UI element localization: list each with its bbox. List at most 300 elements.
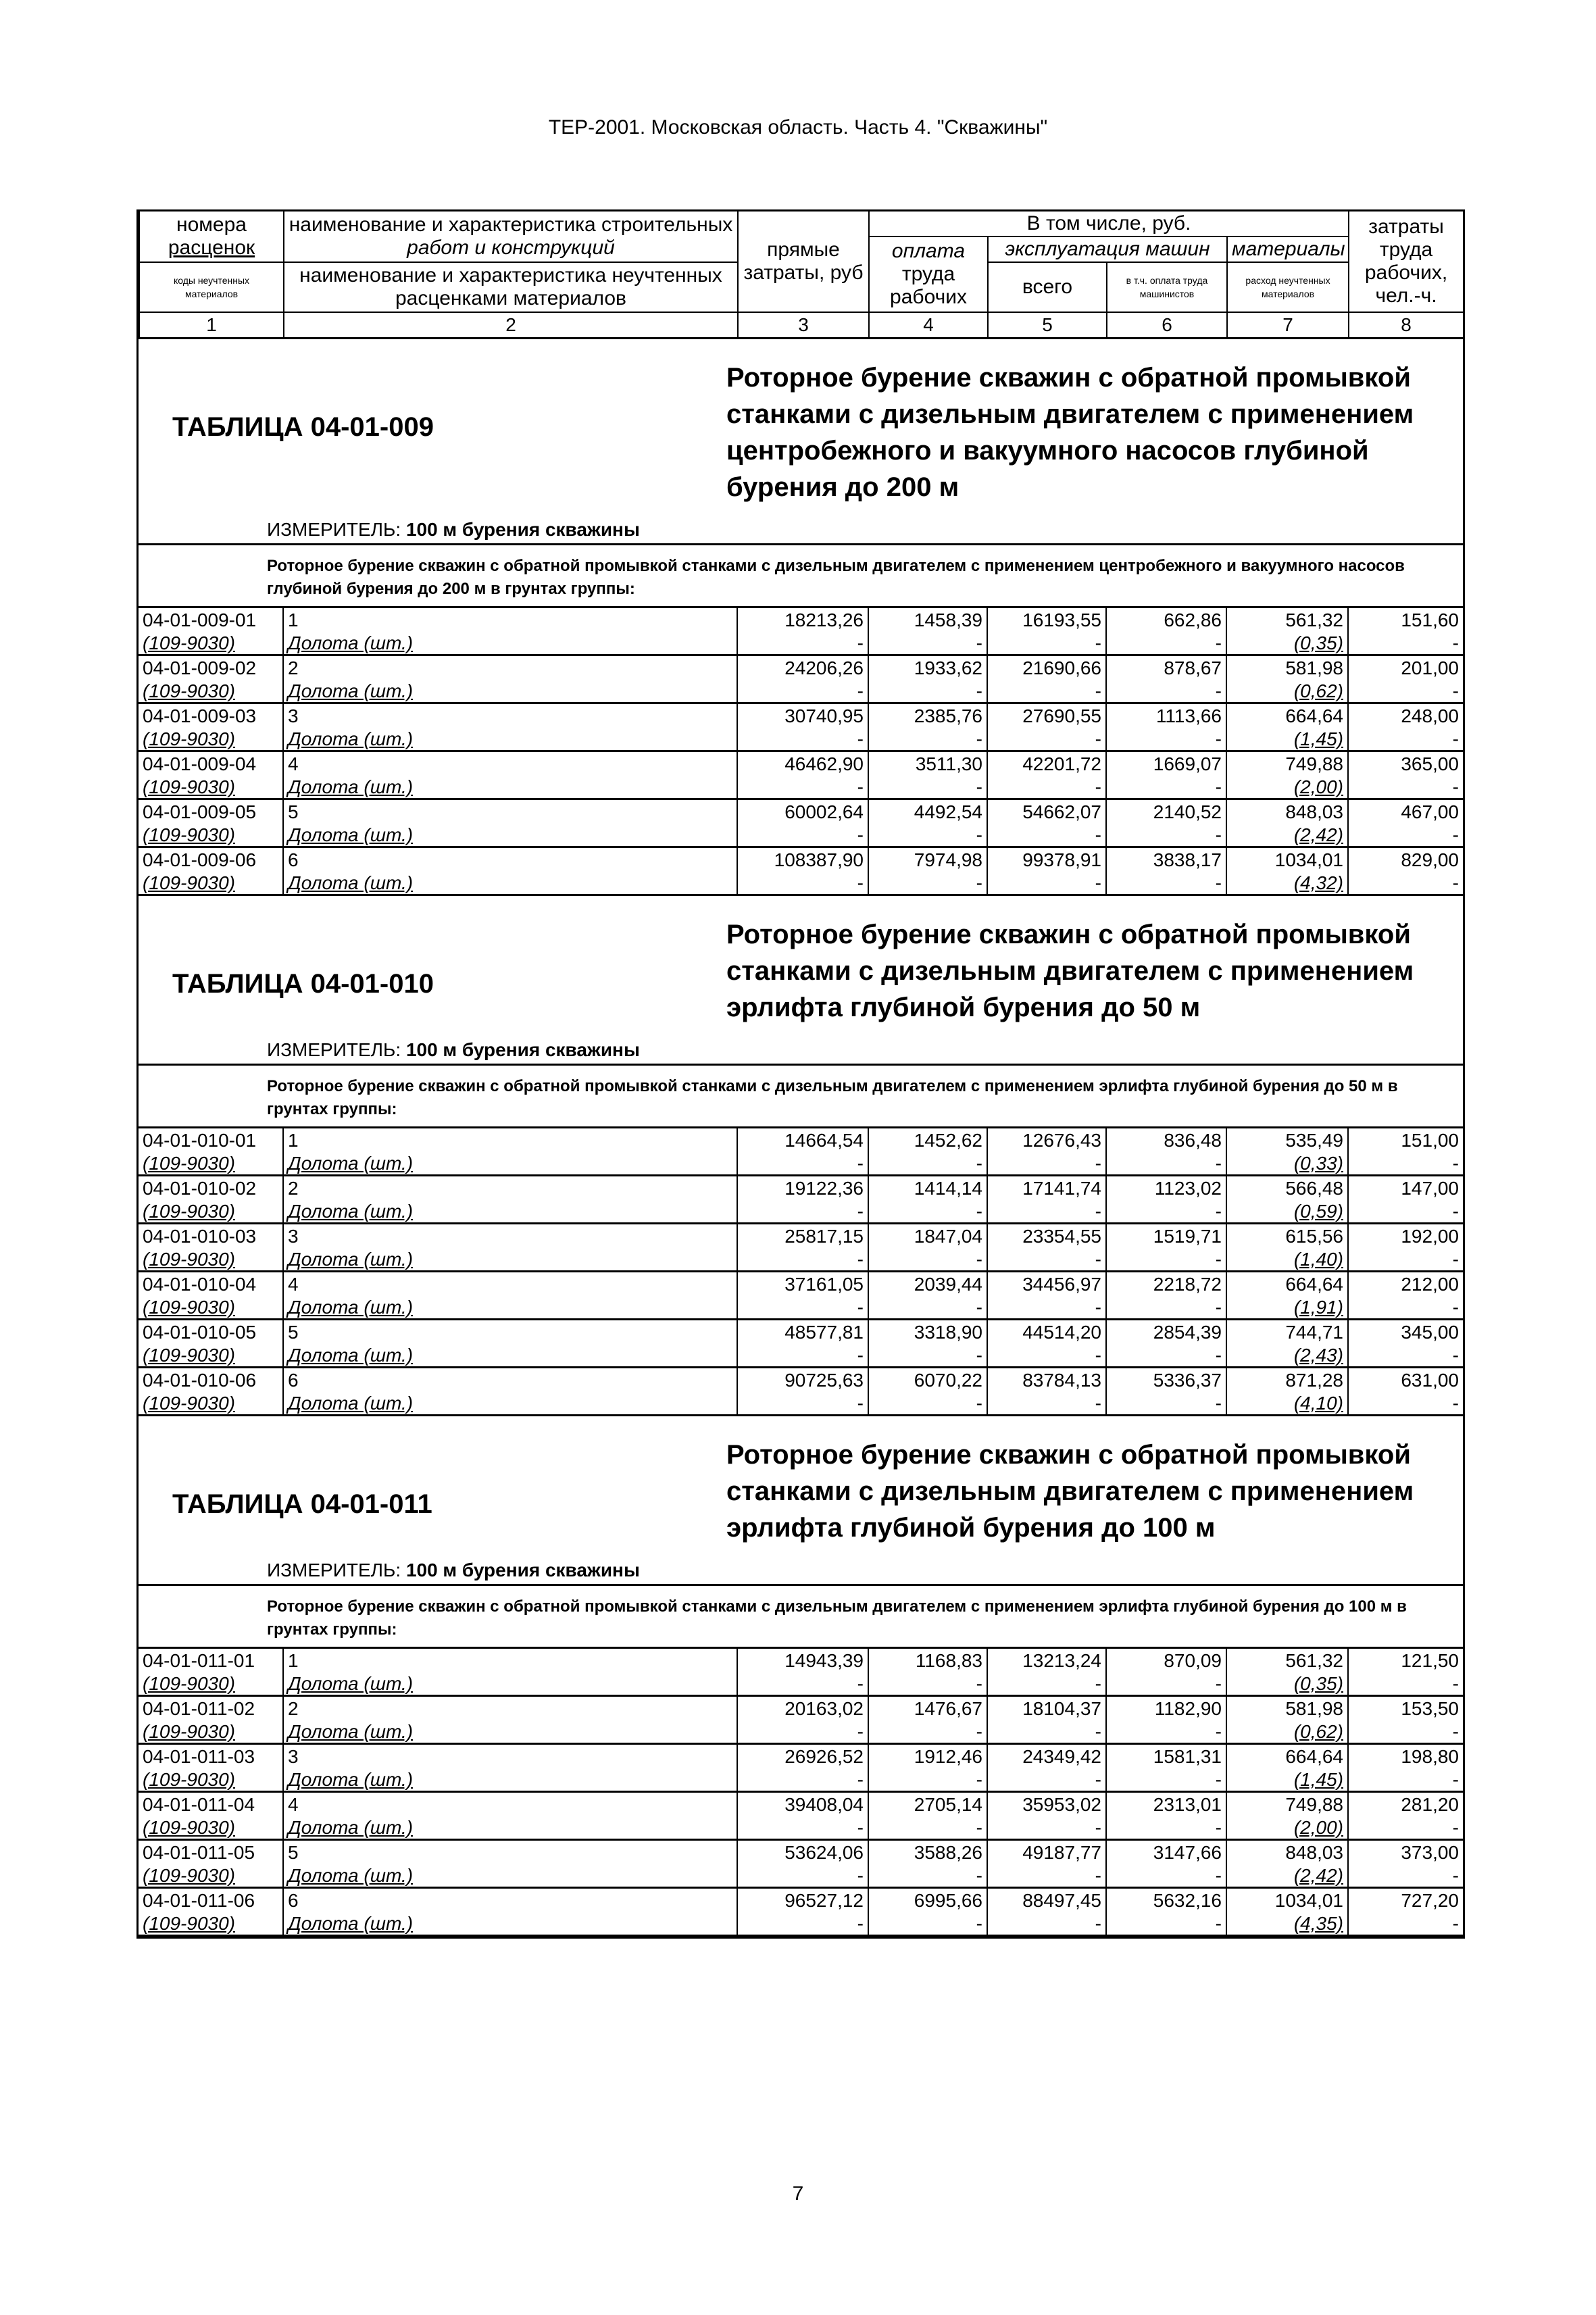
- material-row: [139, 1720, 1463, 1744]
- table-row: [139, 1647, 1463, 1672]
- material-row: [139, 1864, 1463, 1888]
- table-title: Роторное бурение скважин с обратной промывкой станками с дизельным двигателем с применением центробежного и вакуумного насосов глубиной бурения до 200 м: [726, 362, 1414, 502]
- direct-costs: 60002,64: [737, 799, 868, 823]
- dash: -: [737, 1199, 868, 1224]
- direct-costs: 25817,15: [737, 1223, 868, 1247]
- machines-total: 88497,45: [987, 1887, 1106, 1912]
- operators-pay: 3838,17: [1106, 847, 1226, 871]
- measure-unit: ИЗМЕРИТЕЛЬ: 100 м бурения скважины: [267, 518, 640, 540]
- dash: -: [1452, 680, 1459, 701]
- machines-total: 24349,42: [987, 1743, 1106, 1768]
- machines-total: 18104,37: [987, 1695, 1106, 1720]
- operators-pay: 836,48: [1106, 1127, 1226, 1151]
- col-number: 2: [284, 312, 738, 339]
- dash: -: [987, 1391, 1106, 1416]
- material-row: [139, 1391, 1463, 1416]
- direct-costs: 20163,02: [737, 1695, 868, 1720]
- dash: -: [1452, 728, 1459, 749]
- table-row: [139, 1695, 1463, 1720]
- materials-cost: 615,56: [1226, 1223, 1348, 1247]
- rates-table: [139, 1647, 1463, 1937]
- materials-cost: 848,03: [1226, 1839, 1348, 1864]
- materials-cost: 561,32: [1226, 1647, 1348, 1672]
- materials-cost: 744,71: [1226, 1319, 1348, 1343]
- material-code: (109-9030): [139, 1816, 283, 1840]
- materials-cost: 561,32: [1226, 607, 1348, 631]
- labor-pay: 1912,46: [868, 1743, 987, 1768]
- machines-total: 17141,74: [987, 1175, 1106, 1199]
- dash: -: [1106, 1343, 1226, 1368]
- dash: -: [1106, 1768, 1226, 1792]
- dash: -: [1106, 1720, 1226, 1744]
- labor-hours: 151,00: [1348, 1127, 1463, 1151]
- dash: -: [868, 1864, 987, 1888]
- labor-hours: 373,00: [1348, 1839, 1463, 1864]
- dash: -: [868, 727, 987, 751]
- operators-pay: 2140,52: [1106, 799, 1226, 823]
- labor-hours: 365,00: [1348, 751, 1463, 775]
- rate-code: 04-01-009-06: [139, 847, 283, 871]
- labor-hours: 248,00: [1348, 703, 1463, 727]
- material-quantity: (1,40): [1226, 1247, 1348, 1272]
- dash: -: [987, 1672, 1106, 1696]
- machines-total: 34456,97: [987, 1271, 1106, 1295]
- dash: -: [1452, 1200, 1459, 1222]
- rate-name: 1: [283, 607, 737, 631]
- labor-hours: 201,00: [1348, 655, 1463, 679]
- table-description: Роторное бурение скважин с обратной промывкой станками с дизельным двигателем с применением эрлифта глубиной бурения до 100 м в грунтах группы:: [139, 1584, 1463, 1647]
- material-code: (109-9030): [139, 1295, 283, 1320]
- dash: -: [737, 1816, 868, 1840]
- operators-pay: 5632,16: [1106, 1887, 1226, 1912]
- labor-pay: 6070,22: [868, 1367, 987, 1391]
- material-row: [139, 1768, 1463, 1792]
- labor-hours: 147,00: [1348, 1175, 1463, 1199]
- material-name: Долота (шт.): [283, 1295, 737, 1320]
- labor-pay: 3588,26: [868, 1839, 987, 1864]
- direct-costs: 39408,04: [737, 1791, 868, 1816]
- direct-costs: 37161,05: [737, 1271, 868, 1295]
- operators-pay: 1182,90: [1106, 1695, 1226, 1720]
- material-quantity: (1,45): [1226, 1768, 1348, 1792]
- material-code: (109-9030): [139, 631, 283, 655]
- rate-table-section: [139, 896, 1463, 1416]
- labor-pay: 2705,14: [868, 1791, 987, 1816]
- direct-costs: 46462,90: [737, 751, 868, 775]
- col-header-group: В том числе, руб.: [869, 211, 1349, 237]
- materials-cost: 566,48: [1226, 1175, 1348, 1199]
- labor-pay: 4492,54: [868, 799, 987, 823]
- dash: -: [868, 1391, 987, 1416]
- column-header-table: [139, 209, 1464, 339]
- dash: -: [737, 1912, 868, 1936]
- material-name: Долота (шт.): [283, 1343, 737, 1368]
- material-name: Долота (шт.): [283, 1912, 737, 1936]
- rate-name: 5: [283, 799, 737, 823]
- material-name: Долота (шт.): [283, 823, 737, 847]
- dash: -: [1106, 1199, 1226, 1224]
- material-row: [139, 679, 1463, 703]
- rate-code: 04-01-011-01: [139, 1647, 283, 1672]
- dash: -: [868, 631, 987, 655]
- dash: -: [987, 631, 1106, 655]
- dash: -: [737, 1864, 868, 1888]
- page-header: ТЕР-2001. Московская область. Часть 4. "Скважины": [548, 116, 1048, 139]
- dash: -: [868, 775, 987, 799]
- measure-unit: ИЗМЕРИТЕЛЬ: 100 м бурения скважины: [267, 1559, 640, 1580]
- col-number: 7: [1227, 312, 1349, 339]
- dash: -: [737, 775, 868, 799]
- dash: -: [737, 823, 868, 847]
- materials-cost: 664,64: [1226, 703, 1348, 727]
- table-row: [139, 607, 1463, 631]
- dash: -: [737, 1720, 868, 1744]
- dash: -: [1106, 727, 1226, 751]
- operators-pay: 5336,37: [1106, 1367, 1226, 1391]
- table-row: [139, 1791, 1463, 1816]
- dash: -: [1452, 1344, 1459, 1366]
- dash: -: [1106, 1391, 1226, 1416]
- labor-hours: 151,60: [1348, 607, 1463, 631]
- col-number: 6: [1107, 312, 1227, 339]
- material-code: (109-9030): [139, 679, 283, 703]
- materials-cost: 848,03: [1226, 799, 1348, 823]
- labor-hours: 467,00: [1348, 799, 1463, 823]
- labor-pay: 7974,98: [868, 847, 987, 871]
- material-quantity: (1,45): [1226, 727, 1348, 751]
- labor-hours: 153,50: [1348, 1695, 1463, 1720]
- dash: -: [987, 1864, 1106, 1888]
- machines-total: 13213,24: [987, 1647, 1106, 1672]
- col-number: 1: [139, 312, 284, 339]
- dash: -: [1106, 1912, 1226, 1936]
- dash: -: [987, 1768, 1106, 1792]
- dash: -: [1452, 1248, 1459, 1270]
- materials-cost: 1034,01: [1226, 847, 1348, 871]
- measure-unit: ИЗМЕРИТЕЛЬ: 100 м бурения скважины: [267, 1039, 640, 1060]
- material-quantity: (0,35): [1226, 1672, 1348, 1696]
- direct-costs: 24206,26: [737, 655, 868, 679]
- materials-cost: 749,88: [1226, 1791, 1348, 1816]
- materials-cost: 1034,01: [1226, 1887, 1348, 1912]
- dash: -: [1452, 1768, 1459, 1790]
- dash: -: [737, 727, 868, 751]
- rate-name: 3: [283, 703, 737, 727]
- material-row: [139, 775, 1463, 799]
- rates-table: [139, 606, 1463, 896]
- rate-name: 5: [283, 1839, 737, 1864]
- dash: -: [1452, 776, 1459, 797]
- dash: -: [1106, 1816, 1226, 1840]
- table-row: [139, 1271, 1463, 1295]
- dash: -: [737, 1247, 868, 1272]
- table-description: Роторное бурение скважин с обратной промывкой станками с дизельным двигателем с применением центробежного и вакуумного насосов глубиной бурения до 200 м в грунтах группы:: [139, 543, 1463, 606]
- rate-code: 04-01-010-03: [139, 1223, 283, 1247]
- table-row: [139, 1839, 1463, 1864]
- labor-pay: 2385,76: [868, 703, 987, 727]
- labor-pay: 1458,39: [868, 607, 987, 631]
- labor-pay: 1452,62: [868, 1127, 987, 1151]
- col-header-machines-total: всего: [988, 262, 1107, 312]
- material-code: (109-9030): [139, 1768, 283, 1792]
- machines-total: 54662,07: [987, 799, 1106, 823]
- rate-name: 5: [283, 1319, 737, 1343]
- table-code: ТАБЛИЦА 04-01-010: [172, 968, 434, 999]
- operators-pay: 2854,39: [1106, 1319, 1226, 1343]
- col-header-operators-pay: в т.ч. оплата труда машинистов: [1107, 262, 1227, 312]
- labor-pay: 6995,66: [868, 1887, 987, 1912]
- labor-hours: 198,80: [1348, 1743, 1463, 1768]
- material-name: Долота (шт.): [283, 1720, 737, 1744]
- col-header-material-consumption: расход неучтенных материалов: [1227, 262, 1349, 312]
- labor-pay: 1476,67: [868, 1695, 987, 1720]
- rate-code: 04-01-010-02: [139, 1175, 283, 1199]
- labor-hours: 631,00: [1348, 1367, 1463, 1391]
- material-code: (109-9030): [139, 871, 283, 895]
- material-row: [139, 1912, 1463, 1936]
- dash: -: [1452, 1672, 1459, 1694]
- material-code: (109-9030): [139, 1912, 283, 1936]
- material-name: Долота (шт.): [283, 1816, 737, 1840]
- table-code: ТАБЛИЦА 04-01-009: [172, 412, 434, 442]
- material-name: Долота (шт.): [283, 1151, 737, 1176]
- material-row: [139, 1343, 1463, 1368]
- material-code: (109-9030): [139, 1247, 283, 1272]
- operators-pay: 1123,02: [1106, 1175, 1226, 1199]
- operators-pay: 2218,72: [1106, 1271, 1226, 1295]
- table-row: [139, 751, 1463, 775]
- col-header-rate-number: номера расценок: [139, 211, 284, 262]
- machines-total: 83784,13: [987, 1367, 1106, 1391]
- material-quantity: (0,59): [1226, 1199, 1348, 1224]
- table-description: Роторное бурение скважин с обратной промывкой станками с дизельным двигателем с применением эрлифта глубиной бурения до 50 м в грунтах группы:: [139, 1064, 1463, 1126]
- rate-code: 04-01-011-04: [139, 1791, 283, 1816]
- material-quantity: (2,42): [1226, 1864, 1348, 1888]
- dash: -: [737, 679, 868, 703]
- dash: -: [868, 1151, 987, 1176]
- material-name: Долота (шт.): [283, 679, 737, 703]
- operators-pay: 1581,31: [1106, 1743, 1226, 1768]
- materials-cost: 581,98: [1226, 655, 1348, 679]
- material-code: (109-9030): [139, 727, 283, 751]
- materials-cost: 664,64: [1226, 1271, 1348, 1295]
- material-quantity: (4,32): [1226, 871, 1348, 895]
- col-header-material-codes: коды неучтенных материалов: [139, 262, 284, 312]
- direct-costs: 26926,52: [737, 1743, 868, 1768]
- table-row: [139, 703, 1463, 727]
- table-row: [139, 1743, 1463, 1768]
- direct-costs: 18213,26: [737, 607, 868, 631]
- machines-total: 27690,55: [987, 703, 1106, 727]
- dash: -: [1106, 1295, 1226, 1320]
- operators-pay: 662,86: [1106, 607, 1226, 631]
- rate-name: 4: [283, 1271, 737, 1295]
- rate-name: 6: [283, 1367, 737, 1391]
- labor-pay: 1847,04: [868, 1223, 987, 1247]
- dash: -: [868, 1295, 987, 1320]
- table-row: [139, 799, 1463, 823]
- table-title: Роторное бурение скважин с обратной промывкой станками с дизельным двигателем с применением эрлифта глубиной бурения до 100 м: [726, 1439, 1414, 1543]
- dash: -: [1452, 632, 1459, 653]
- material-name: Долота (шт.): [283, 871, 737, 895]
- direct-costs: 30740,95: [737, 703, 868, 727]
- rates-table: [139, 1126, 1463, 1416]
- direct-costs: 14664,54: [737, 1127, 868, 1151]
- dash: -: [1106, 823, 1226, 847]
- dash: -: [737, 1343, 868, 1368]
- operators-pay: 1519,71: [1106, 1223, 1226, 1247]
- rate-code: 04-01-009-01: [139, 607, 283, 631]
- machines-total: 21690,66: [987, 655, 1106, 679]
- rate-name: 3: [283, 1743, 737, 1768]
- material-code: (109-9030): [139, 1151, 283, 1176]
- page-number: 7: [792, 2183, 804, 2205]
- materials-cost: 871,28: [1226, 1367, 1348, 1391]
- dash: -: [868, 1816, 987, 1840]
- rate-table-section: [139, 339, 1463, 896]
- material-code: (109-9030): [139, 1343, 283, 1368]
- dash: -: [868, 1720, 987, 1744]
- material-row: [139, 871, 1463, 895]
- dash: -: [987, 823, 1106, 847]
- dash: -: [987, 871, 1106, 895]
- material-row: [139, 1247, 1463, 1272]
- dash: -: [1106, 1672, 1226, 1696]
- dash: -: [1106, 1864, 1226, 1888]
- dash: -: [987, 1912, 1106, 1936]
- material-name: Долота (шт.): [283, 1864, 737, 1888]
- dash: -: [987, 727, 1106, 751]
- dash: -: [737, 1768, 868, 1792]
- material-code: (109-9030): [139, 1391, 283, 1416]
- labor-pay: 1933,62: [868, 655, 987, 679]
- rate-name: 6: [283, 847, 737, 871]
- material-name: Долота (шт.): [283, 631, 737, 655]
- dash: -: [1106, 1151, 1226, 1176]
- dash: -: [987, 1247, 1106, 1272]
- dash: -: [1452, 1296, 1459, 1318]
- labor-pay: 3511,30: [868, 751, 987, 775]
- rate-code: 04-01-010-06: [139, 1367, 283, 1391]
- material-quantity: (0,62): [1226, 679, 1348, 703]
- material-row: [139, 1672, 1463, 1696]
- dash: -: [987, 775, 1106, 799]
- material-quantity: (1,91): [1226, 1295, 1348, 1320]
- rate-code: 04-01-010-05: [139, 1319, 283, 1343]
- dash: -: [737, 1391, 868, 1416]
- table-row: [139, 1367, 1463, 1391]
- dash: -: [1348, 1912, 1463, 1936]
- dash: -: [987, 1199, 1106, 1224]
- direct-costs: 19122,36: [737, 1175, 868, 1199]
- material-name: Долота (шт.): [283, 1247, 737, 1272]
- material-row: [139, 1199, 1463, 1224]
- labor-hours: 727,20: [1348, 1887, 1463, 1912]
- col-number: 3: [738, 312, 869, 339]
- dash: -: [737, 1672, 868, 1696]
- rate-name: 4: [283, 751, 737, 775]
- material-code: (109-9030): [139, 823, 283, 847]
- labor-hours: 121,50: [1348, 1647, 1463, 1672]
- dash: -: [987, 1816, 1106, 1840]
- col-header-direct-costs: прямые затраты, руб: [738, 211, 869, 312]
- labor-hours: 212,00: [1348, 1271, 1463, 1295]
- dash: -: [868, 679, 987, 703]
- material-quantity: (2,00): [1226, 1816, 1348, 1840]
- dash: -: [1452, 1152, 1459, 1174]
- material-quantity: (0,35): [1226, 631, 1348, 655]
- operators-pay: 1669,07: [1106, 751, 1226, 775]
- material-code: (109-9030): [139, 775, 283, 799]
- dash: -: [1106, 1247, 1226, 1272]
- machines-total: 49187,77: [987, 1839, 1106, 1864]
- direct-costs: 90725,63: [737, 1367, 868, 1391]
- dash: -: [737, 631, 868, 655]
- col-header-work-name: наименование и характеристика строительных работ и конструкций: [284, 211, 738, 262]
- direct-costs: 48577,81: [737, 1319, 868, 1343]
- dash: -: [1106, 679, 1226, 703]
- material-name: Долота (шт.): [283, 727, 737, 751]
- rate-table-section: [139, 1416, 1463, 1937]
- material-code: (109-9030): [139, 1199, 283, 1224]
- material-quantity: (4,35): [1226, 1912, 1348, 1936]
- direct-costs: 96527,12: [737, 1887, 868, 1912]
- direct-costs: 53624,06: [737, 1839, 868, 1864]
- material-row: [139, 631, 1463, 655]
- operators-pay: 3147,66: [1106, 1839, 1226, 1864]
- labor-pay: 3318,90: [868, 1319, 987, 1343]
- direct-costs: 14943,39: [737, 1647, 868, 1672]
- materials-cost: 749,88: [1226, 751, 1348, 775]
- operators-pay: 1113,66: [1106, 703, 1226, 727]
- machines-total: 99378,91: [987, 847, 1106, 871]
- rate-code: 04-01-011-03: [139, 1743, 283, 1768]
- dash: -: [868, 823, 987, 847]
- col-header-materials: материалы: [1227, 237, 1349, 262]
- col-header-material-names: наименование и характеристика неучтенных расценками материалов: [284, 262, 738, 312]
- material-quantity: (2,42): [1226, 823, 1348, 847]
- rate-name: 2: [283, 655, 737, 679]
- table-code: ТАБЛИЦА 04-01-011: [172, 1489, 432, 1519]
- col-header-labor-hours: затраты труда рабочих, чел.-ч.: [1349, 211, 1464, 312]
- material-name: Долота (шт.): [283, 1199, 737, 1224]
- dash: -: [868, 1199, 987, 1224]
- table-row: [139, 847, 1463, 871]
- material-name: Долота (шт.): [283, 1672, 737, 1696]
- dash: -: [737, 871, 868, 895]
- dash: -: [1452, 1720, 1459, 1742]
- materials-cost: 581,98: [1226, 1695, 1348, 1720]
- rate-code: 04-01-009-03: [139, 703, 283, 727]
- dash: -: [737, 1151, 868, 1176]
- col-number: 4: [869, 312, 988, 339]
- material-name: Долота (шт.): [283, 1391, 737, 1416]
- dash: -: [987, 1151, 1106, 1176]
- rate-name: 1: [283, 1127, 737, 1151]
- dash: -: [1452, 1864, 1459, 1886]
- col-header-labor-pay: оплата труда рабочих: [869, 237, 988, 312]
- rate-code: 04-01-010-04: [139, 1271, 283, 1295]
- material-quantity: (2,43): [1226, 1343, 1348, 1368]
- table-row: [139, 1319, 1463, 1343]
- material-row: [139, 1816, 1463, 1840]
- dash: -: [868, 1672, 987, 1696]
- dash: -: [868, 1343, 987, 1368]
- material-quantity: (0,62): [1226, 1720, 1348, 1744]
- table-row: [139, 1887, 1463, 1912]
- material-quantity: (4,10): [1226, 1391, 1348, 1416]
- dash: -: [1348, 871, 1463, 895]
